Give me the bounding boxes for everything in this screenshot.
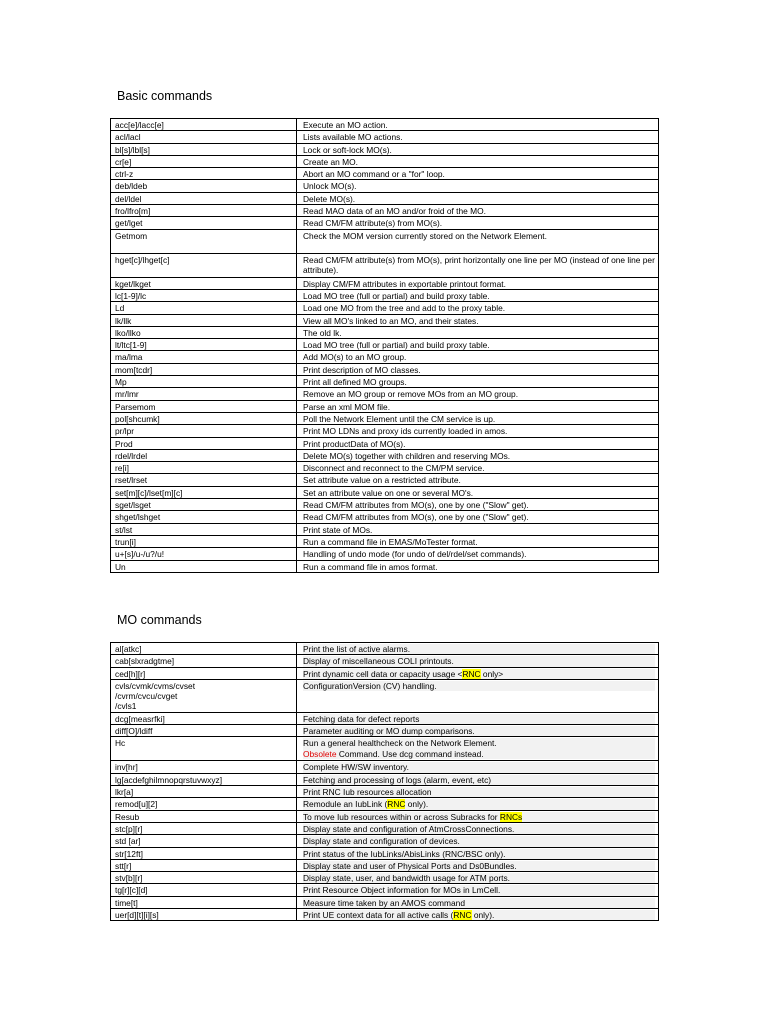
description-cell [297,667,659,679]
description-text: Load MO tree (full or partial) and build proxy table. [303,290,490,301]
table-row [111,679,659,712]
description-cell [297,339,659,351]
description-text: Print Resource Object information for MOs in LmCell. [303,885,655,895]
table-row [111,339,659,351]
description-cell [297,835,659,847]
table-row [111,798,659,810]
table-row [111,810,659,822]
description-post: only). [471,910,495,921]
command-text: ced[h][r] [115,668,146,679]
description-cell [297,351,659,363]
description-text [303,799,655,809]
description-text: Execute an MO action. [303,120,388,130]
description-cell [297,560,659,572]
table-row [111,351,659,363]
command-text: st/lst [115,524,133,535]
command-cell [111,143,297,155]
command-cell [111,462,297,474]
description-text: Create an MO. [303,156,358,167]
command-text: mr/lmr [115,389,139,400]
description-text: The old lk. [303,327,342,338]
description-cell [297,217,659,229]
description-cell [297,643,659,655]
command-text: shget/lshget [115,512,161,523]
description-pre: Remodule an IubLink ( [303,799,388,810]
command-text: sget/lsget [115,500,151,511]
command-cell [111,388,297,400]
table-row [111,363,659,375]
description-text: Fetching and processing of logs (alarm, event, etc) [303,775,655,785]
table-row [111,535,659,547]
command-text: set[m][c]/lset[m][c] [115,487,183,498]
description-cell [297,523,659,535]
table-row [111,737,659,761]
command-cell [111,822,297,834]
command-text: /cvrm/cvcu/cvget [115,691,178,702]
command-cell [111,667,297,679]
command-cell [111,655,297,667]
table-row [111,229,659,253]
description-cell [297,884,659,896]
description-text: Read CM/FM attribute(s) from MO(s). [303,218,443,229]
description-text: Print the list of active alarms. [303,644,655,654]
table-row [111,412,659,424]
table-row [111,643,659,655]
table-row [111,143,659,155]
description-text: Display state and configuration of AtmCrossConnections. [303,824,655,834]
command-cell [111,511,297,523]
command-cell [111,131,297,143]
description-cell [297,168,659,180]
description-text: Load MO tree (full or partial) and build proxy table. [303,340,490,351]
description-cell [297,205,659,217]
command-cell [111,773,297,785]
table-row [111,314,659,326]
description-cell [297,486,659,498]
command-cell [111,535,297,547]
table-row [111,192,659,204]
command-cell [111,363,297,375]
command-text: u+[s]/u-/u?/u! [115,549,165,560]
command-text: cvls/cvmk/cvms/cvset [115,680,196,691]
description-cell [297,655,659,667]
command-cell [111,548,297,560]
description-cell [297,180,659,192]
command-text: str[12ft] [115,848,143,859]
description-cell [297,326,659,338]
highlight-text: RNC [453,910,472,921]
command-text: acl/lacl [115,132,141,143]
table-row [111,119,659,131]
table-row [111,884,659,896]
command-cell [111,859,297,871]
command-text: inv[hr] [115,762,138,773]
description-text: Run a command file in EMAS/MoTester format. [303,536,478,547]
table-row [111,217,659,229]
description-cell [297,679,659,712]
command-text: re[i] [115,463,129,474]
command-cell [111,449,297,461]
description-text: Parameter auditing or MO dump comparisons. [303,726,655,736]
description-cell [297,131,659,143]
description-cell [297,388,659,400]
table-row [111,548,659,560]
description-text: Poll the Network Element until the CM service is up. [303,413,496,424]
table-row [111,872,659,884]
highlight-text: RNCs [499,811,523,822]
table-row [111,474,659,486]
command-text: tg[r][c][d] [115,885,148,896]
description-cell [297,462,659,474]
description-text [303,812,655,822]
description-text: ConfigurationVersion (CV) handling. [303,681,655,691]
description-cell [297,725,659,737]
command-cell [111,798,297,810]
table-row [111,847,659,859]
description-post: only> [480,668,504,679]
table-row [111,425,659,437]
table-row [111,302,659,314]
command-text: hget[c]/lhget[c] [115,254,170,265]
description-text: Display state and user of Physical Ports and Ds0Bundles. [303,861,655,871]
highlight-text: RNC [387,799,406,810]
command-cell [111,155,297,167]
description-text: Lock or soft-lock MO(s). [303,144,392,155]
table-row [111,725,659,737]
command-cell [111,339,297,351]
description-cell [297,314,659,326]
command-text: bl[s]/lbl[s] [115,144,150,155]
command-text: stc[p][r] [115,823,143,834]
command-cell [111,737,297,761]
description-text: Check the MOM version currently stored on the Network Element. [303,230,547,241]
description-cell [297,872,659,884]
command-cell [111,486,297,498]
description-text: Complete HW/SW inventory. [303,762,655,772]
description-cell [297,253,659,277]
description-text: Display state and configuration of devices. [303,836,655,846]
table-row [111,155,659,167]
command-cell [111,474,297,486]
description-cell [297,761,659,773]
command-text: std [ar] [115,836,141,847]
description-text: Print status of the IubLinks/AbisLinks (RNC/BSC only). [303,849,655,859]
description-cell [297,400,659,412]
obsolete-label: Obsolete [303,748,337,759]
table-row [111,773,659,785]
command-cell [111,872,297,884]
command-text: Resub [115,811,140,822]
command-cell [111,192,297,204]
description-cell [297,909,659,921]
description-cell [297,143,659,155]
command-text: Getmom [115,230,148,241]
description-text: View all MO's linked to an MO, and their states. [303,315,479,326]
description-cell [297,302,659,314]
description-text: Run a command file in amos format. [303,561,438,572]
command-text: cr[e] [115,156,132,167]
command-text: pr/lpr [115,426,135,437]
table-row [111,511,659,523]
description-text: Run a general healthcheck on the Network Element. [303,738,655,748]
command-text: rset/lrset [115,475,148,486]
description-text: Display state, user, and bandwidth usage for ATM ports. [303,873,655,883]
command-text: remod[u][2] [115,799,158,810]
description-post: only). [405,799,429,810]
command-cell [111,277,297,289]
description-text: Measure time taken by an AMOS command [303,898,655,908]
command-text: ctrl-z [115,169,134,180]
table-row [111,400,659,412]
command-text: al[atkc] [115,644,142,654]
description-text: Read CM/FM attribute(s) from MO(s), print horizontally one line per MO (instead of one line per attribute). [303,254,655,275]
table-row [111,761,659,773]
description-text: Print all defined MO groups. [303,377,407,388]
command-text: fro/lfro[m] [115,206,151,217]
table-row [111,205,659,217]
description-text [303,910,655,920]
table-row [111,712,659,724]
description-text: Display of miscellaneous COLI printouts. [303,656,655,666]
description-text: Lists available MO actions. [303,132,403,143]
command-cell [111,376,297,388]
command-cell [111,437,297,449]
description-text: Print productData of MO(s). [303,438,406,449]
command-text: kget/lkget [115,278,151,289]
command-text: Mp [115,377,127,388]
table-row [111,449,659,461]
command-text: dcg[measrfki] [115,713,165,724]
basic-commands-table [110,118,659,573]
description-cell [297,363,659,375]
description-text: Disconnect and reconnect to the CM/PM service. [303,463,485,474]
basic-commands-title: Basic commands [117,89,213,103]
description-cell [297,798,659,810]
command-text: Prod [115,438,133,449]
table-row [111,180,659,192]
command-text: ma/lma [115,352,143,363]
command-cell [111,761,297,773]
table-row [111,289,659,301]
table-row [111,822,659,834]
command-text: rdel/lrdel [115,450,148,461]
command-cell [111,523,297,535]
description-pre: Print dynamic cell data or capacity usage < [303,668,463,679]
command-cell [111,412,297,424]
description-cell [297,229,659,253]
command-cell [111,217,297,229]
command-cell [111,400,297,412]
description-cell [297,535,659,547]
description-cell [297,119,659,131]
table-row [111,437,659,449]
description-cell [297,822,659,834]
description-cell [297,511,659,523]
command-cell [111,119,297,131]
description-cell [297,474,659,486]
command-cell [111,499,297,511]
table-row [111,376,659,388]
table-row [111,560,659,572]
table-row [111,655,659,667]
description-cell [297,425,659,437]
table-row [111,499,659,511]
command-cell [111,560,297,572]
description-text: Abort an MO command or a "for" loop. [303,169,445,180]
command-text: lc[1-9]/lc [115,290,147,301]
description-text: Print MO LDNs and proxy ids currently loaded in amos. [303,426,508,437]
command-text: time[t] [115,897,138,908]
description-text: Print state of MOs. [303,524,373,535]
command-text: lt/ltc[1-9] [115,340,147,351]
command-text: acc[e]/lacc[e] [115,120,164,130]
command-cell [111,229,297,253]
description-cell [297,412,659,424]
description-text: Display CM/FM attributes in exportable printout format. [303,278,506,289]
description-pre: To move Iub resources within or across Subracks for [303,811,500,822]
table-row [111,523,659,535]
command-text: mom[tcdr] [115,364,153,375]
description-text [303,669,655,679]
description-text: Read CM/FM attributes from MO(s), one by one ("Slow" get). [303,512,529,523]
description-text: Delete MO(s). [303,193,356,204]
mo-commands-title: MO commands [117,613,202,627]
command-cell [111,180,297,192]
description-text: Fetching data for defect reports [303,714,655,724]
description-cell [297,810,659,822]
command-text: lg[acdefghilmnopqrstuvwxyz] [115,774,223,785]
table-row [111,896,659,908]
command-cell [111,643,297,655]
command-cell [111,810,297,822]
table-row [111,168,659,180]
command-text: Ld [115,303,125,314]
table-row [111,131,659,143]
command-cell [111,725,297,737]
command-text: deb/ldeb [115,181,148,192]
description-text: Print description of MO classes. [303,364,421,375]
table-row [111,859,659,871]
command-text: lkr[a] [115,787,134,798]
description-line2 [303,749,655,759]
command-text: get/lget [115,218,143,229]
table-row [111,835,659,847]
command-cell [111,326,297,338]
description-cell [297,786,659,798]
description-text: Read MAO data of an MO and/or froid of the MO. [303,206,486,217]
command-text: lk/llk [115,315,132,326]
table-row [111,909,659,921]
command-text: cab[slxradgtme] [115,656,175,667]
description-text: Load one MO from the tree and add to the proxy table. [303,303,506,314]
highlight-text: RNC [462,668,481,679]
command-cell [111,425,297,437]
description-cell [297,896,659,908]
mo-commands-table [110,642,659,921]
description-cell [297,737,659,761]
description-cell [297,499,659,511]
command-cell [111,168,297,180]
description-cell [297,277,659,289]
command-text: uer[d][t][i][s] [115,910,159,921]
description-pre: Print UE context data for all active calls ( [303,910,454,921]
command-cell [111,679,297,712]
command-text: stv[b][r] [115,873,143,884]
description-text: Add MO(s) to an MO group. [303,352,407,363]
description-text: Remove an MO group or remove MOs from an MO group. [303,389,519,400]
table-row [111,486,659,498]
command-cell [111,786,297,798]
description-cell [297,155,659,167]
description-text: Read CM/FM attributes from MO(s), one by one ("Slow" get). [303,500,529,511]
command-text: del/ldel [115,193,142,204]
command-cell [111,314,297,326]
table-row [111,462,659,474]
table-row [111,786,659,798]
description-cell [297,376,659,388]
table-row [111,326,659,338]
description-text: Parse an xml MOM file. [303,401,391,412]
command-cell [111,351,297,363]
command-cell [111,896,297,908]
description-text: Set attribute value on a restricted attribute. [303,475,461,486]
command-cell [111,205,297,217]
command-cell [111,884,297,896]
command-cell [111,302,297,314]
description-cell [297,859,659,871]
command-cell [111,909,297,921]
table-row [111,667,659,679]
description-cell [297,847,659,859]
description-text: Handling of undo mode (for undo of del/rdel/set commands). [303,549,527,560]
command-cell [111,835,297,847]
command-text: Un [115,561,126,572]
description-text: Unlock MO(s). [303,181,357,192]
table-row [111,277,659,289]
command-cell [111,847,297,859]
command-text: Parsemom [115,401,156,412]
command-text: /cvls1 [115,701,137,712]
command-cell [111,712,297,724]
description-cell [297,548,659,560]
description-cell [297,437,659,449]
command-text: pol[shcumk] [115,413,160,424]
command-text: lko/llko [115,327,141,338]
command-text: Hc [115,738,126,749]
table-row [111,253,659,277]
description-cell [297,773,659,785]
description-text: Print RNC Iub resources allocation [303,787,655,797]
description-cell [297,712,659,724]
description-rest: Command. Use dcg command instead. [336,748,484,759]
command-text: diff[O]/ldiff [115,726,153,737]
description-text: Set an attribute value on one or several MO's. [303,487,474,498]
command-cell [111,289,297,301]
description-cell [297,449,659,461]
command-text: trun[i] [115,536,136,547]
description-text: Delete MO(s) together with children and reserving MOs. [303,450,511,461]
command-cell [111,253,297,277]
command-text: stt[r] [115,860,132,871]
description-cell [297,289,659,301]
description-cell [297,192,659,204]
table-row [111,388,659,400]
